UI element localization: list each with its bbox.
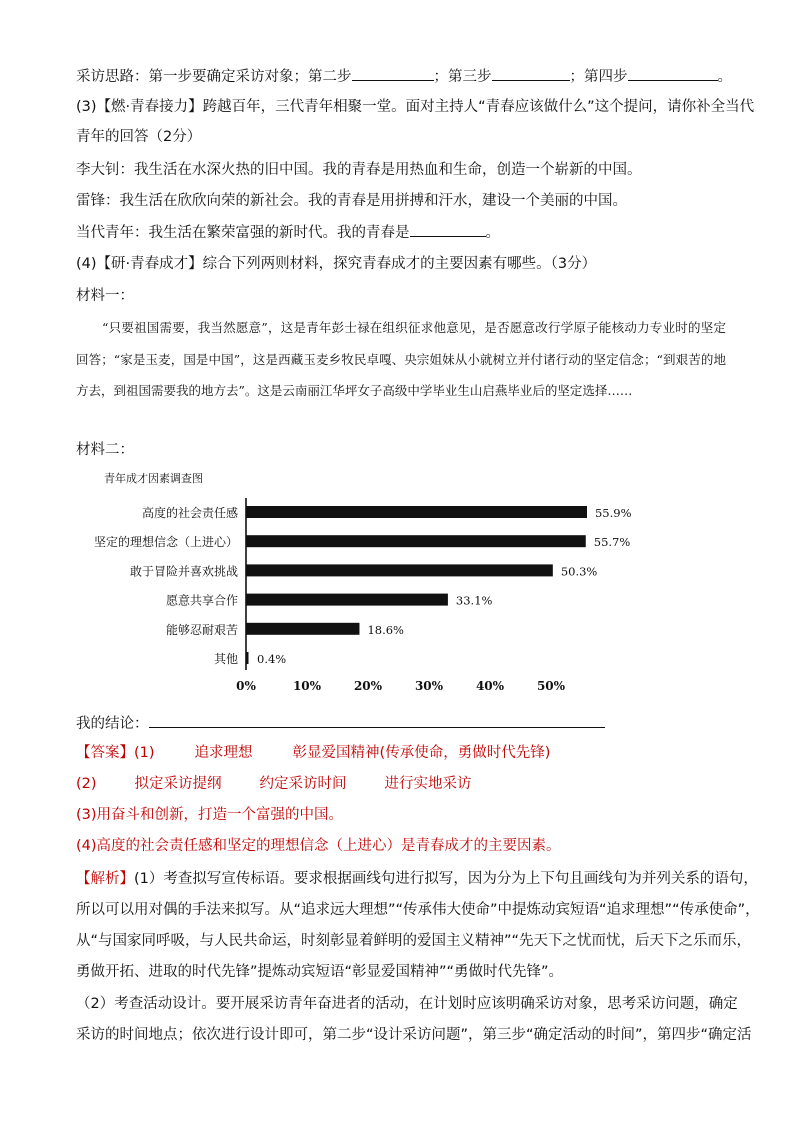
youth-answer-text-a: 当代青年：我生活在繁荣富强的新时代。我的青春是 xyxy=(76,225,410,241)
chart-category-label: 其他 xyxy=(213,652,238,666)
chart-value-label: 55.9% xyxy=(594,506,632,520)
chart-category-label: 能够忍耐艰苦 xyxy=(165,622,238,637)
chart-bar xyxy=(246,535,586,547)
chart-value-label: 0.4% xyxy=(257,652,287,666)
chart-value-label: 33.1% xyxy=(455,593,493,608)
lei-feng-answer: 雷锋：我生活在欣欣向荣的新社会。我的青春是用拼搏和汗水，建设一个美丽的中国。 xyxy=(76,193,627,209)
answer-1-prefix: (1) xyxy=(134,745,155,761)
blank-step3 xyxy=(492,66,570,81)
interview-plan-text-d: 。 xyxy=(717,69,732,85)
analysis-p2-line2: 采访的时间地点；依次进行设计即可，第二步“设计采访问题”，第三步“确定活动的时间”，第四步“确定活 xyxy=(76,1027,752,1043)
material-1-label: 材料一： xyxy=(76,288,134,304)
material-1-text: “只要祖国需要，我当然愿意”，这是青年彭士禄在组织征求他意见，是否愿意改行学原子能核动力专业时的坚定回答；“家是玉麦，国是中国”，这是西藏玉麦乡牧民卓嘎、央宗姐妹从小就树立并付诸行动的坚定信念；“到艰苦的地方去，到祖国需要我的地方去”。这是云南丽江华坪女子高级中学毕业生山启燕毕业后的坚定选择…… xyxy=(76,320,726,398)
question-3-line2: 青年的回答（2分） xyxy=(76,129,202,145)
analysis-p1-first: (1）考查拟写宣传标语。要求根据画线句进行拟写，因为分为上下句且画线句为并列关系的语句， xyxy=(134,871,758,887)
answer-1-item2: 彰显爱国精神(传承使命，勇做时代先锋) xyxy=(292,745,551,761)
analysis-p2-line1: （2）考查活动设计。要开展采访青年奋进者的活动，在计划时应该明确采访对象，思考采访问题，确定 xyxy=(76,996,738,1012)
blank-step2 xyxy=(352,66,434,81)
chart-value-label: 18.6% xyxy=(367,622,405,637)
chart-bar xyxy=(246,623,359,635)
conclusion-line xyxy=(76,713,605,734)
question-4-line: (4)【研·青春成才】综合下列两则材料，探究青春成才的主要因素有哪些。（3分） xyxy=(76,256,597,272)
interview-plan-text-b: ；第三步 xyxy=(433,69,492,85)
answer-2-prefix: (2) xyxy=(76,776,97,792)
chart-category-label: 敢于冒险并喜欢挑战 xyxy=(129,564,238,579)
chart-title: 青年成才因素调查图 xyxy=(104,472,203,485)
chart-x-tick-label: 50% xyxy=(536,679,566,693)
li-dazhao-answer: 李大钊：我生活在水深火热的旧中国。我的青春是用热血和生命，创造一个崭新的中国。 xyxy=(76,162,642,178)
analysis-p1-line2: 所以可以用对偶的手法来拟写。从“追求远大理想”“传承伟大使命”中提炼动宾短语“追求理想”“传承使命”， xyxy=(76,902,760,918)
chart-category-label: 高度的社会责任感 xyxy=(141,506,238,520)
chart-value-label: 50.3% xyxy=(560,564,598,579)
youth-success-factors-chart xyxy=(76,468,636,696)
interview-plan-line xyxy=(76,66,732,87)
answer-1-item1: 追求理想 xyxy=(194,745,253,761)
chart-bar xyxy=(246,564,553,576)
answer-2-item2: 约定采访时间 xyxy=(259,776,347,792)
chart-bar xyxy=(246,594,448,606)
chart-category-label: 坚定的理想信念（上进心） xyxy=(93,535,238,550)
interview-plan-text-c: ；第四步 xyxy=(569,69,628,85)
analysis-label: 【解析】 xyxy=(76,871,134,887)
chart-category-label: 愿意共享合作 xyxy=(165,593,238,608)
contemporary-youth-answer xyxy=(76,222,500,243)
answer-4: (4)高度的社会责任感和坚定的理想信念（上进心）是青春成才的主要因素。 xyxy=(76,838,561,854)
question-3-line1: (3)【燃·青春接力】跨越百年，三代青年相聚一堂。面对主持人“青春应该做什么”这个提问，请你补全当代 xyxy=(76,99,755,115)
chart-x-tick-label: 40% xyxy=(475,679,505,693)
answer-2-item1: 拟定采访提纲 xyxy=(134,776,222,792)
chart-x-tick-label: 20% xyxy=(353,679,383,693)
answer-1 xyxy=(76,743,550,763)
conclusion-label: 我的结论： xyxy=(76,716,149,732)
answer-2 xyxy=(76,774,472,794)
interview-plan-text-a: 采访思路：第一步要确定采访对象；第二步 xyxy=(76,69,352,85)
chart-x-tick-label: 0% xyxy=(236,679,256,693)
analysis-p1-line3: 从“与国家同呼吸，与人民共命运，时刻彰显着鲜明的爱国主义精神”“先天下之忧而忧，后天下之乐而乐， xyxy=(76,933,752,949)
blank-conclusion xyxy=(149,713,605,728)
chart-x-tick-label: 30% xyxy=(414,679,444,693)
analysis-p1-line4: 勇做开拓、进取的时代先锋”提炼动宾短语“彰显爱国精神”“勇做时代先锋”。 xyxy=(76,964,564,980)
material-2-label: 材料二： xyxy=(76,442,134,458)
blank-step4 xyxy=(628,66,718,81)
chart-bar xyxy=(246,506,587,518)
answer-2-item3: 进行实地采访 xyxy=(384,776,472,792)
chart-value-label: 55.7% xyxy=(593,535,631,550)
analysis-p1-line1 xyxy=(76,869,758,889)
youth-answer-text-b: 。 xyxy=(485,225,500,241)
chart-x-tick-label: 10% xyxy=(292,679,322,693)
answer-3: (3)用奋斗和创新，打造一个富强的中国。 xyxy=(76,807,344,823)
answer-label: 【答案】 xyxy=(76,745,134,761)
blank-youth xyxy=(410,222,486,237)
